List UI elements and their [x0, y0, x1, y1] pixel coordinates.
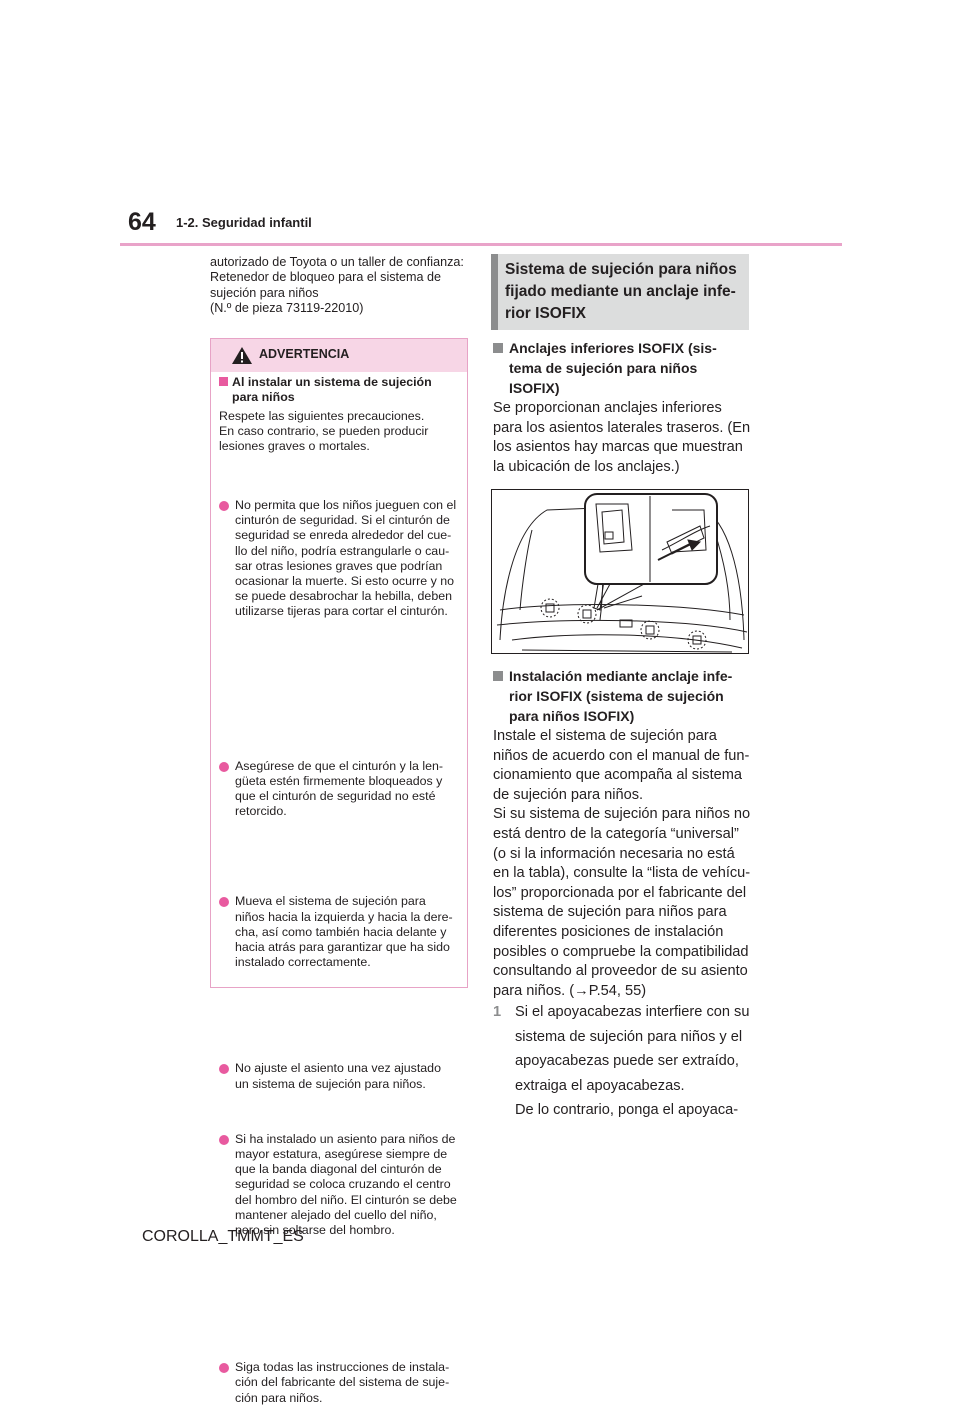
bullet-dot-icon	[219, 1363, 229, 1373]
title-line: fijado mediante un anclaje infe-	[505, 283, 736, 300]
text-line: los asientos hay marcas que muestran	[493, 439, 743, 456]
text-line: (o si la información necesaria no está	[493, 845, 735, 862]
text-line: En caso contrario, se pueden producir	[219, 424, 429, 439]
text-line: Respete las siguientes precauciones.	[219, 409, 425, 423]
text-line: la ubicación de los anclajes.)	[493, 458, 680, 475]
heading-text: Instalación mediante anclaje infe-	[509, 668, 733, 684]
text-line: del hombro del niño. El cinturón se debe	[235, 1192, 457, 1207]
text-line: utilizarse tijeras para cortar el cinturón.	[235, 604, 448, 619]
text-line: apoyacabezas puede ser extraído,	[515, 1053, 739, 1070]
warning-header	[211, 339, 467, 372]
text-line: que el cinturón de seguridad no esté	[235, 789, 436, 804]
text-line: consultando al proveedor de su asiento	[493, 963, 748, 980]
heading-line: ISOFIX)	[509, 380, 560, 396]
text-line: autorizado de Toyota o un taller de confianza:	[210, 255, 464, 269]
warning-bullet	[219, 1360, 479, 1406]
warning-bullet	[219, 498, 479, 620]
heading-line: rior ISOFIX (sistema de sujeción	[509, 688, 724, 704]
text-line: Si el apoyacabezas interfiere con su	[515, 1004, 750, 1020]
text-line: de sujeción para niños.	[493, 786, 644, 803]
text-line: mayor estatura, asegúrese siempre de	[235, 1147, 448, 1162]
section-title: 1-2. Seguridad infantil	[176, 215, 312, 230]
text-line: pero sin soltarse del hombro.	[235, 1223, 395, 1238]
text-line: instalado correctamente.	[235, 955, 371, 970]
text-line: seguridad se coloca cruzando el centro	[235, 1177, 451, 1192]
text-line: Si su sistema de sujeción para niños no	[493, 806, 751, 823]
header-divider	[120, 243, 842, 246]
text-line: No ajuste el asiento una vez ajustado	[235, 1061, 441, 1076]
warning-bullet	[219, 759, 479, 820]
heading-line: para niños ISOFIX)	[509, 708, 635, 724]
text-line: sistema de sujeción para niños para	[493, 904, 727, 921]
warning-heading-line-2: para niños	[232, 390, 295, 405]
text-line: Instale el sistema de sujeción para	[493, 728, 717, 744]
rear-seat-anchor-illustration	[492, 490, 749, 654]
text-line: sujeción para niños	[210, 285, 319, 300]
subheading-isofix-installation	[493, 666, 749, 726]
document-code: COROLLA_TMMT_ES	[142, 1228, 304, 1245]
text-line: güeta estén firmemente bloqueados y	[235, 773, 443, 788]
warning-title: ADVERTENCIA	[259, 347, 350, 361]
section-title-text	[505, 259, 745, 325]
subheading-isofix-anchors	[493, 338, 749, 398]
title-accent-bar	[491, 254, 498, 330]
square-bullet-icon	[493, 343, 503, 353]
bullet-dot-icon	[219, 1135, 229, 1145]
text-line: que la banda diagonal del cinturón de	[235, 1162, 442, 1177]
bullet-dot-icon	[219, 501, 229, 511]
square-bullet-icon	[493, 671, 503, 681]
warning-bullet	[219, 1061, 479, 1091]
bullet-dot-icon	[219, 897, 229, 907]
text-line: Mueva el sistema de sujeción para	[235, 894, 426, 909]
bullet-dot-icon	[219, 1064, 229, 1074]
text-line: seguridad se enreda alrededor del cue-	[235, 528, 452, 543]
heading-text: Al instalar un sistema de sujeción	[232, 375, 432, 389]
text-line: hacia atrás para garantizar que ha sido	[235, 940, 450, 955]
step-number: 1	[493, 1004, 502, 1020]
text-line: No permita que los niños jueguen con el	[235, 498, 457, 512]
text-line: se puede desabrochar la hebilla, deben	[235, 589, 452, 604]
warning-intro	[219, 409, 463, 455]
heading-line	[493, 666, 749, 686]
text-line: diferentes posiciones de instalación	[493, 923, 724, 940]
heading-line: tema de sujeción para niños	[509, 360, 698, 376]
step-1	[493, 1000, 751, 1123]
text-line: los” proporcionada por el fabricante del	[493, 884, 747, 901]
text-line: niños de acuerdo con el manual de fun-	[493, 747, 750, 764]
text-line: posibles o compruebe la compatibilidad	[493, 943, 749, 960]
warning-triangle-icon	[231, 346, 253, 365]
text-line: cionamiento que acompaña al sistema	[493, 767, 743, 784]
text-line: ocasionar la muerte. Si esto ocurre y no	[235, 574, 455, 589]
warning-bullet	[219, 1132, 479, 1238]
text-line: Asegúrese de que el cinturón y la len-	[235, 758, 444, 773]
warning-heading	[219, 375, 463, 405]
text-line: en la tabla), consulte la “lista de vehícu-	[493, 865, 751, 882]
text-line: sistema de sujeción para niños y el	[515, 1028, 743, 1045]
bullet-dot-icon	[219, 762, 229, 772]
text-line: Retenedor de bloqueo para el sistema de	[210, 270, 442, 285]
step-text	[515, 1000, 751, 1123]
text-line: un sistema de sujeción para niños.	[235, 1076, 426, 1091]
warning-bullet	[219, 894, 479, 970]
isofix-seat-illustration	[491, 489, 749, 654]
text-line: llo del niño, podría estrangularle o cau-	[235, 543, 450, 558]
heading-text: Anclajes inferiores ISOFIX (sis-	[509, 340, 717, 356]
text-line: para los asientos laterales traseros. (En	[493, 419, 751, 436]
text-line: Se proporcionan anclajes inferiores	[493, 400, 722, 416]
intro-paragraph	[210, 255, 468, 317]
text-line: Si ha instalado un asiento para niños de	[235, 1131, 456, 1146]
heading-line	[493, 338, 749, 358]
cross-reference-link[interactable]: para niños. (→P.54, 55)	[493, 982, 647, 999]
text-line: retorcido.	[235, 804, 287, 819]
title-line: rior ISOFIX	[505, 305, 586, 322]
text-line: cha, así como también hacia delante y	[235, 924, 447, 939]
text-line: está dentro de la categoría “universal”	[493, 825, 739, 842]
text-line: Siga todas las instrucciones de instala-	[235, 1360, 450, 1375]
text-line: (N.º de pieza 73119-22010)	[210, 301, 364, 316]
text-line: De lo contrario, ponga el apoyaca-	[515, 1102, 739, 1119]
isofix-installation-paragraph	[493, 727, 751, 1001]
text-line: ción del fabricante del sistema de suje-	[235, 1375, 450, 1390]
title-line: Sistema de sujeción para niños	[505, 261, 737, 278]
text-line: mantener alejado del cuello del niño,	[235, 1207, 437, 1222]
warning-heading-line-1	[219, 375, 463, 390]
page-number: 64	[128, 208, 156, 236]
text-line: cinturón de seguridad. Si el cinturón de	[235, 513, 450, 528]
isofix-anchors-paragraph	[493, 399, 751, 477]
text-line: ción para niños.	[235, 1390, 323, 1405]
text-line: extraiga el apoyacabezas.	[515, 1077, 685, 1094]
square-bullet-icon	[219, 377, 228, 386]
text-line: lesiones graves o mortales.	[219, 439, 370, 454]
text-line: sar otras lesiones graves que podrían	[235, 558, 443, 573]
text-line: niños hacia la izquierda y hacia la dere-	[235, 909, 453, 924]
